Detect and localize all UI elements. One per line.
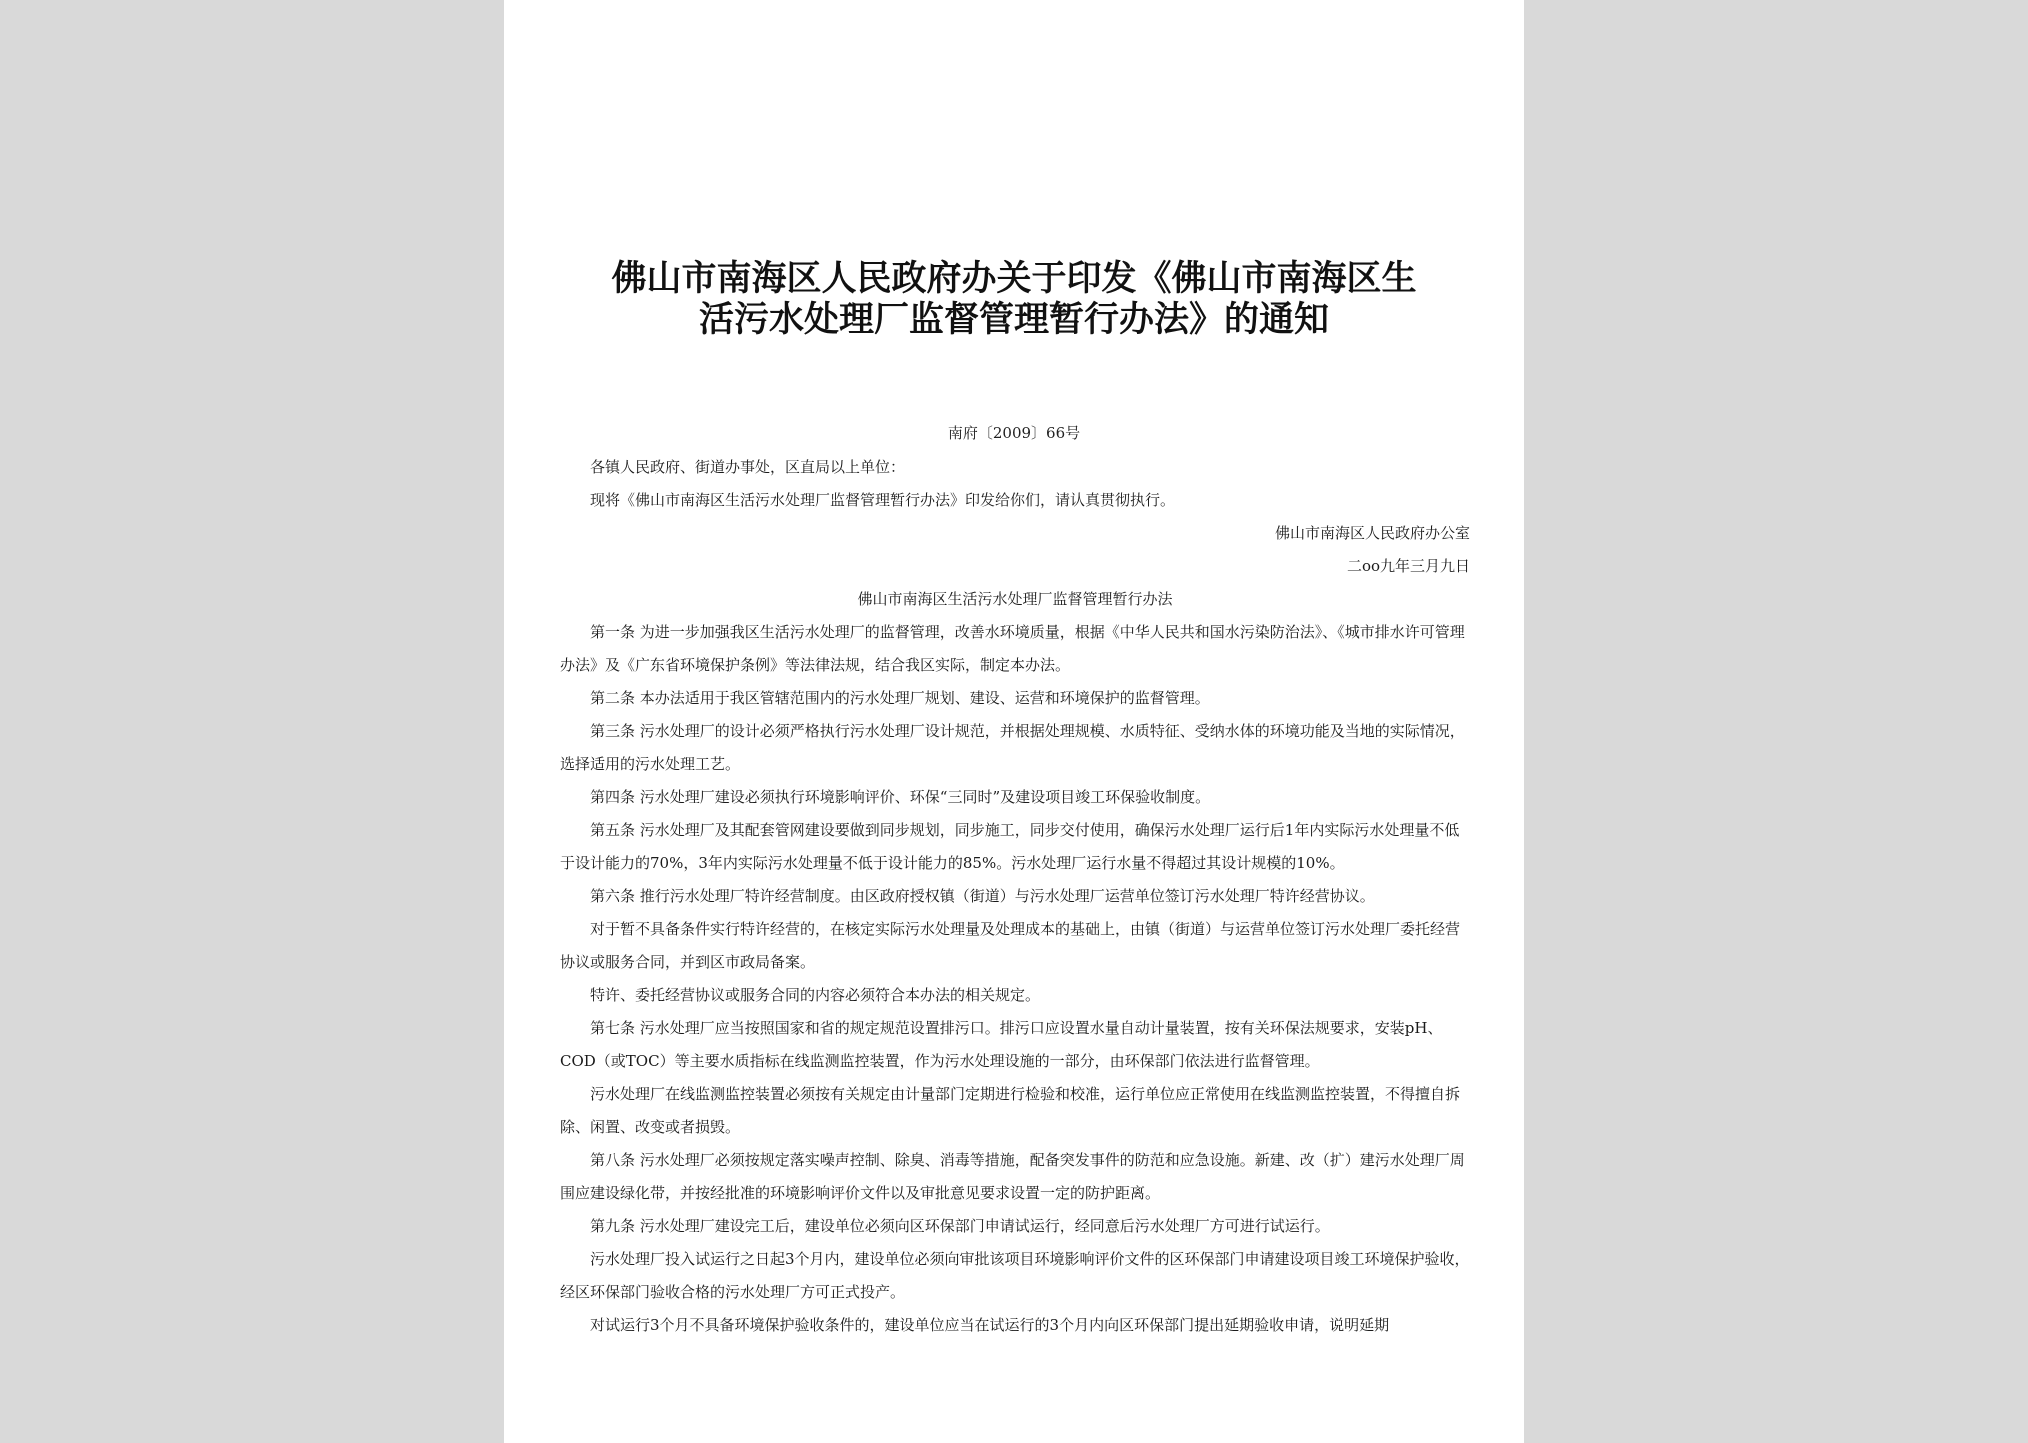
article-paragraph: 第七条 污水处理厂应当按照国家和省的规定规范设置排污口。排污口应设置水量自动计量装置，按有关环保法规要求，安装pH、COD（或TOC）等主要水质指标在线监测监控装置，作为污水处理设施的一部分，由环保部门依法进行监督管理。 [560,1019,1443,1070]
article-paragraph: 第四条 污水处理厂建设必须执行环境影响评价、环保“三同时”及建设项目竣工环保验收制度。 [590,788,1211,806]
document-number: 南府〔2009〕66号 [947,424,1081,442]
addressee: 各镇人民政府、街道办事处，区直局以上单位： [590,458,906,476]
article-paragraph: 对于暂不具备条件实行特许经营的，在核定实际污水处理量及处理成本的基础上，由镇（街道）与运营单位签订污水处理厂委托经营协议或服务合同，并到区市政局备案。 [560,920,1461,971]
document-body [560,451,1470,1342]
intro-paragraph: 现将《佛山市南海区生活污水处理厂监督管理暂行办法》印发给你们，请认真贯彻执行。 [590,491,1176,509]
article-paragraph: 特许、委托经营协议或服务合同的内容必须符合本办法的相关规定。 [590,986,1041,1004]
article-paragraph: 污水处理厂在线监测监控装置必须按有关规定由计量部门定期进行检验和校准，运行单位应正常使用在线监测监控装置，不得擅自拆除、闲置、改变或者损毁。 [560,1085,1461,1136]
issue-date: 二oo九年三月九日 [1346,557,1470,575]
article-paragraph: 第九条 污水处理厂建设完工后，建设单位必须向区环保部门申请试运行，经同意后污水处理厂方可进行试运行。 [590,1217,1330,1235]
article-paragraph: 污水处理厂投入试运行之日起3个月内，建设单位必须向审批该项目环境影响评价文件的区环保部门申请建设项目竣工环境保护验收，经区环保部门验收合格的污水处理厂方可正式投产。 [560,1250,1470,1301]
article-paragraph: 第六条 推行污水处理厂特许经营制度。由区政府授权镇（街道）与污水处理厂运营单位签订污水处理厂特许经营协议。 [590,887,1375,905]
article-paragraph: 对试运行3个月不具备环境保护验收条件的，建设单位应当在试运行的3个月内向区环保部门提出延期验收申请，说明延期 [590,1316,1390,1334]
document-page [504,0,1524,1443]
article-paragraph: 第一条 为进一步加强我区生活污水处理厂的监督管理，改善水环境质量，根据《中华人民共和国水污染防治法》、《城市排水许可管理办法》及《广东省环境保护条例》等法律法规，结合我区实际，制定本办法。 [560,623,1465,674]
title-line-2: 活污水处理厂监督管理暂行办法》的通知 [698,299,1329,340]
article-paragraph: 第二条 本办法适用于我区管辖范围内的污水处理厂规划、建设、运营和环境保护的监督管理。 [590,689,1210,707]
title-line-1: 佛山市南海区人民政府办关于印发《佛山市南海区生 [611,258,1417,299]
issuer: 佛山市南海区人民政府办公室 [1274,524,1470,542]
article-paragraph: 第五条 污水处理厂及其配套管网建设要做到同步规划，同步施工，同步交付使用，确保污水处理厂运行后1年内实际污水处理量不低于设计能力的70%，3年内实际污水处理量不低于设计能力的85%。污水处理厂运行水量不得超过其设计规模的10%。 [560,821,1460,872]
document-title [504,258,1524,340]
article-paragraph: 第八条 污水处理厂必须按规定落实噪声控制、除臭、消毒等措施，配备突发事件的防范和应急设施。新建、改（扩）建污水处理厂周围应建设绿化带，并按经批准的环境影响评价文件以及审批意见要求设置一定的防护距离。 [560,1151,1465,1202]
article-paragraph: 第三条 污水处理厂的设计必须严格执行污水处理厂设计规范，并根据处理规模、水质特征、受纳水体的环境功能及当地的实际情况，选择适用的污水处理工艺。 [560,722,1465,773]
regulation-title: 佛山市南海区生活污水处理厂监督管理暂行办法 [857,590,1173,608]
